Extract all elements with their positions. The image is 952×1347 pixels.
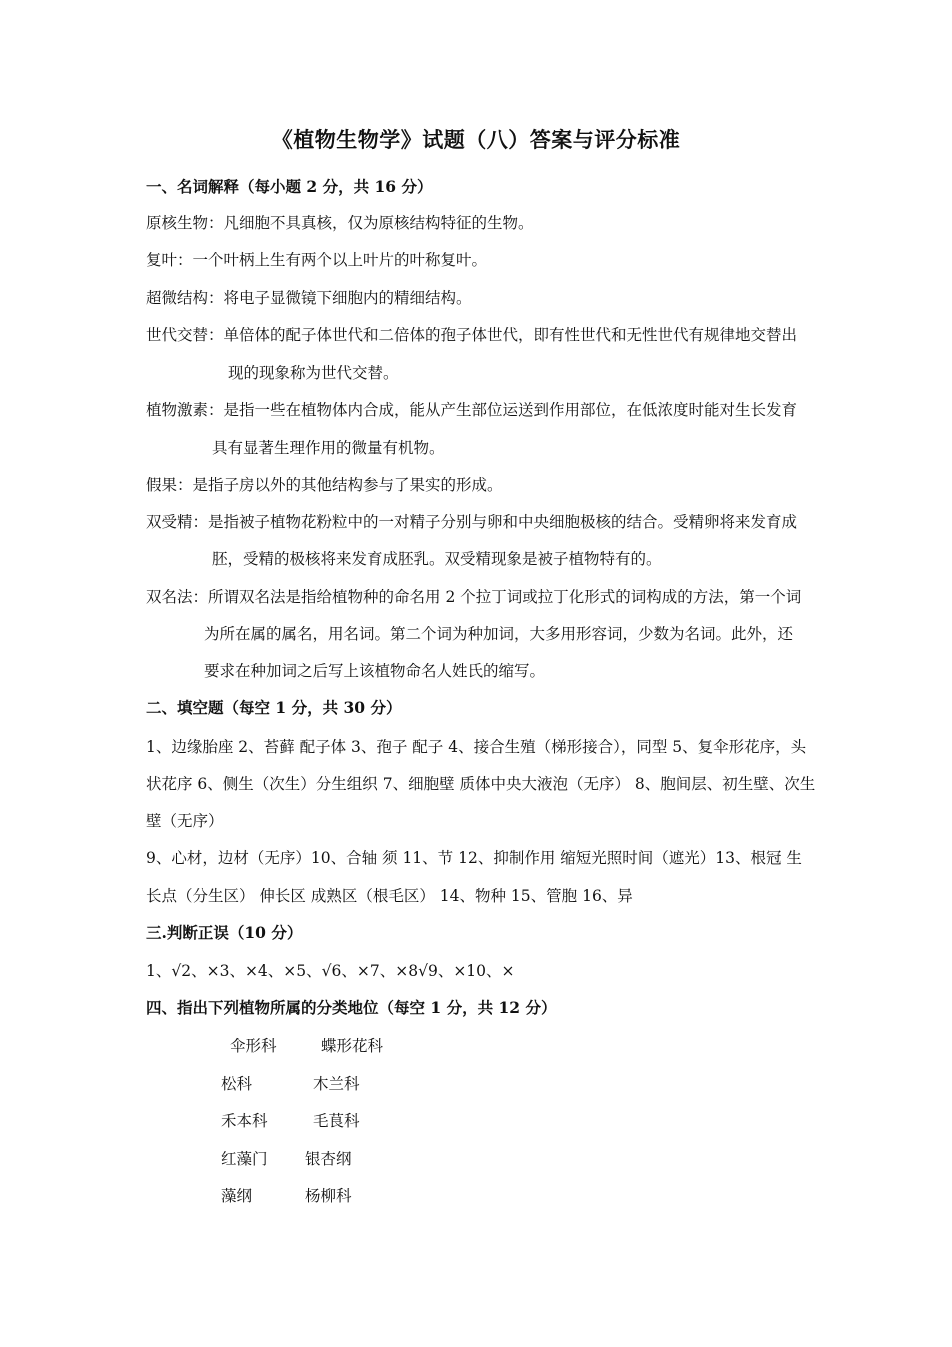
page-title: 《植物生物学》试题（八）答案与评分标准 — [271, 127, 681, 152]
fill-answer-line: 9、心材，边材（无序）10、合轴 须 11、节 12、抑制作用 缩短光照时间（遮光）13、根冠 生 — [146, 849, 802, 867]
definition-term: 植物激素： — [146, 401, 224, 419]
definition-term: 原核生物： — [146, 214, 224, 232]
definition-item — [146, 474, 503, 496]
definition-text: 将电子显微镜下细胞内的精细结构。 — [223, 289, 472, 307]
true-false-answers: 1、√2、×3、×4、×5、√6、×7、×8√9、×10、× — [146, 962, 515, 980]
taxon-cell: 木兰科 — [313, 1075, 360, 1093]
taxon-cell: 红藻门 — [221, 1150, 268, 1168]
taxon-cell: 毛茛科 — [313, 1112, 360, 1130]
fill-answer-line: 壁（无序） — [146, 812, 224, 830]
taxon-cell: 松科 — [221, 1075, 253, 1093]
definition-text: 凡细胞不具真核，仅为原核结构特征的生物。 — [223, 214, 534, 232]
definition-continuation: 为所在属的属名，用名词。第二个词为种加词，大多用形容词，少数为名词。此外，还 — [204, 625, 794, 643]
definition-item — [146, 324, 797, 346]
taxon-cell: 蝶形花科 — [321, 1037, 384, 1055]
taxon-cell: 伞形科 — [230, 1037, 277, 1055]
definition-item — [146, 212, 534, 234]
taxon-cell: 藻纲 — [221, 1187, 253, 1205]
definition-term: 世代交替： — [146, 326, 224, 344]
definition-term: 双名法： — [146, 588, 209, 606]
fill-answer-line: 状花序 6、侧生（次生）分生组织 7、细胞壁 质体中央大液泡（无序） 8、胞间层、初生壁、次生 — [146, 775, 816, 793]
definition-continuation: 具有显著生理作用的微量有机物。 — [212, 439, 445, 457]
section2-heading: 二、填空题（每空 1 分，共 30 分） — [146, 698, 402, 717]
fill-answer-line: 1、边缘胎座 2、苔藓 配子体 3、孢子 配子 4、接合生殖（梯形接合），同型 5、复伞形花序，头 — [146, 738, 807, 756]
definition-text: 所谓双名法是指给植物种的命名用 2 个拉丁词或拉丁化形式的词构成的方法，第一个词 — [208, 588, 802, 606]
section4-heading: 四、指出下列植物所属的分类地位（每空 1 分，共 12 分） — [146, 998, 557, 1017]
taxon-cell: 杨柳科 — [305, 1187, 352, 1205]
definition-text: 单倍体的配子体世代和二倍体的孢子体世代，即有性世代和无性世代有规律地交替出 — [223, 326, 798, 344]
fill-answer-line: 长点（分生区） 伸长区 成熟区（根毛区） 14、物种 15、管胞 16、异 — [146, 887, 633, 905]
taxon-cell: 禾本科 — [221, 1112, 268, 1130]
section3-heading: 三.判断正误（10 分） — [146, 923, 303, 942]
definition-item — [146, 399, 797, 421]
section1-heading: 一、名词解释（每小题 2 分，共 16 分） — [146, 177, 433, 196]
definition-text: 一个叶柄上生有两个以上叶片的叶称复叶。 — [192, 251, 488, 269]
definition-item — [146, 249, 487, 271]
definition-term: 假果： — [146, 476, 193, 494]
definition-text: 是指子房以外的其他结构参与了果实的形成。 — [192, 476, 503, 494]
definition-item — [146, 586, 801, 608]
definition-continuation: 现的现象称为世代交替。 — [228, 364, 399, 382]
definition-text: 是指被子植物花粉粒中的一对精子分别与卵和中央细胞极核的结合。受精卵将来发育成 — [208, 513, 798, 531]
definition-continuation: 要求在种加词之后写上该植物命名人姓氏的缩写。 — [204, 662, 546, 680]
taxon-cell: 银杏纲 — [305, 1150, 352, 1168]
definition-continuation: 胚，受精的极核将来发育成胚乳。双受精现象是被子植物特有的。 — [212, 550, 662, 568]
definition-term: 复叶： — [146, 251, 193, 269]
definition-text: 是指一些在植物体内合成，能从产生部位运送到作用部位，在低浓度时能对生长发育 — [223, 401, 798, 419]
definition-item — [146, 287, 472, 309]
definition-term: 超微结构： — [146, 289, 224, 307]
definition-term: 双受精： — [146, 513, 209, 531]
definition-item — [146, 511, 797, 533]
